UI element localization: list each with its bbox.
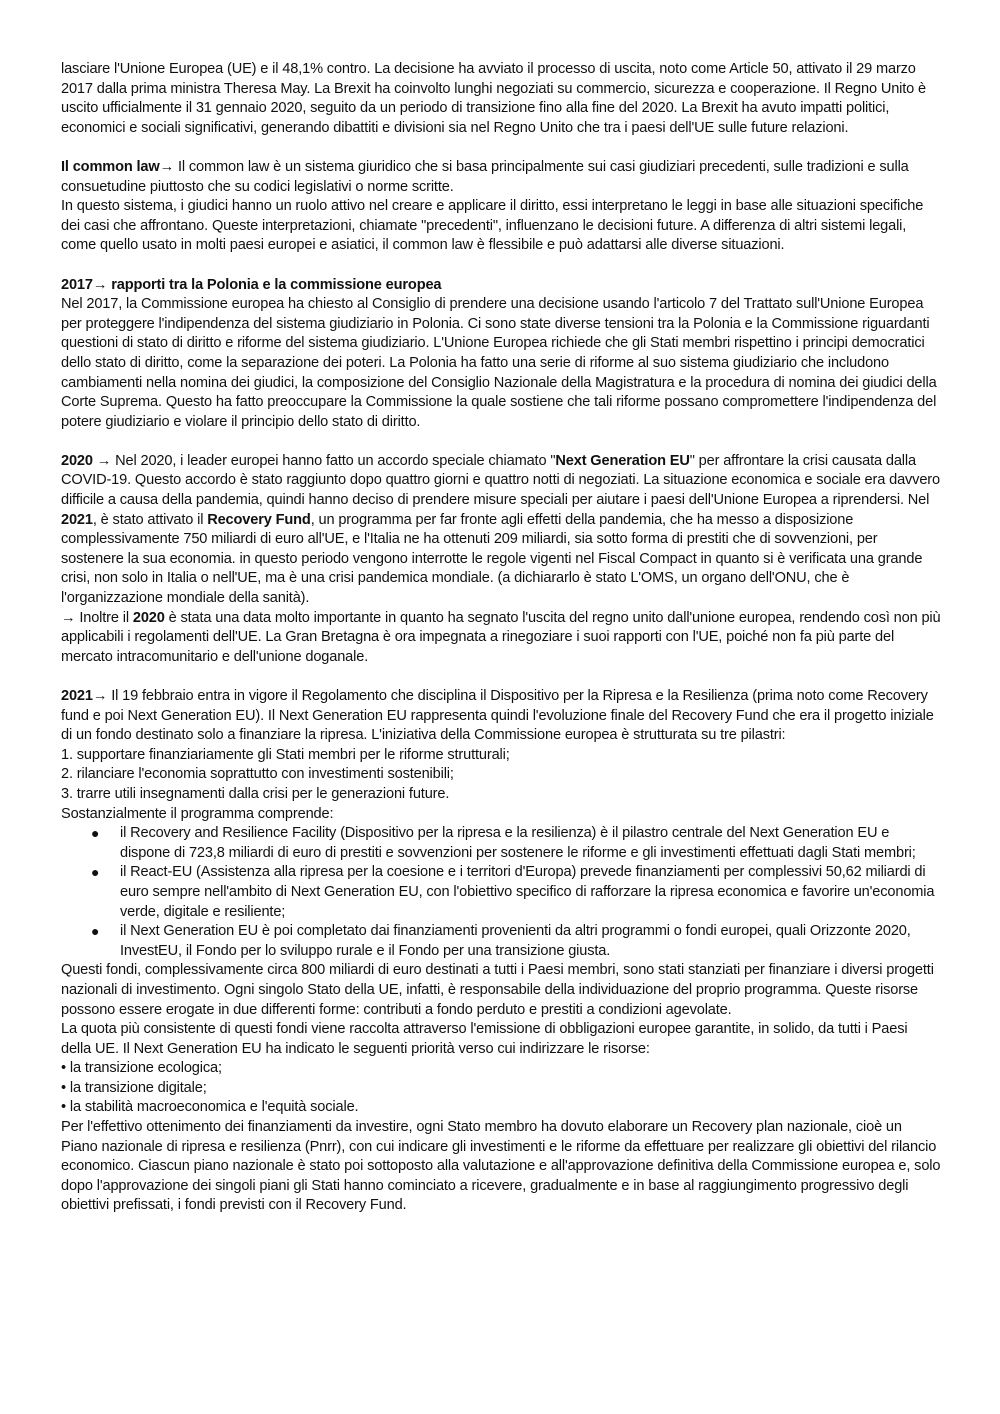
year-2021-label: 2021 bbox=[61, 688, 93, 704]
bullet-icon: ● bbox=[91, 864, 100, 881]
bullet-item bbox=[61, 863, 941, 922]
recovery-fund-label: Recovery Fund bbox=[207, 511, 311, 528]
priority-item: • la stabilità macroeconomica e l'equità sociale. bbox=[61, 1099, 359, 1116]
common-law-paragraph-2: In questo sistema, i giudici hanno un ruolo attivo nel creare e applicare il diritto, essi interpretano le leggi in base alle situazioni specifiche dei casi che affrontano. Queste interpretazioni, chiamate "precedenti", influenzano le decisioni future. A differenza di altri sistemi legali, come quello usato in molti paesi europei e asiatici, il common law è flessibile e può adattarsi alle diverse situazioni. bbox=[61, 198, 924, 254]
polonia-paragraph: Nel 2017, la Commissione europea ha chiesto al Consiglio di prendere una decisione usando l'articolo 7 del Trattato sull'Unione Europea per proteggere l'indipendenza del sistema giudiziario in Polonia. Ci sono state diverse tensioni tra la Polonia e la Commissione riguardanti questioni di stato di diritto e riforme del sistema giudiziario. L'Unione Europea richiede che gli Stati membri rispettino i principi democratici dello stato di diritto, come la separazione dei poteri. La Polonia ha fatto una serie di riforme al suo sistema giudiziario che includono cambiamenti nella nomina dei giudici, la composizione del Consiglio Nazionale della Magistratura e la procedura di nomina dei giudici della Corte Suprema. Questo ha fatto preoccupare la Commissione la quale sostiene che tali riforme possano compromettere l'indipendenza del potere giudiziario e violare il principio dello stato di diritto. bbox=[61, 296, 937, 430]
brexit-2020-paragraph bbox=[61, 609, 941, 668]
text-span: è stata una data molto importante in quanto ha segnato l'uscita del regno unito dall'unione europea, rendendo così non più applicabili i regolamenti dell'UE. La Gran Bretagna è ora impegnata a rinegoziare i suoi rapporti con l'UE, poiché non fa più parte del mercato intracomunitario e dell'unione doganale. bbox=[61, 609, 941, 665]
pillar-item: 1. supportare finanziariamente gli Stati membri per le riforme strutturali; bbox=[61, 746, 510, 763]
text-span: " per affrontare la crisi causata dalla COVID-19. Questo accordo è stato raggiunto dopo quattro giorni e quattro notti di negoziati. La situazione economica e sociale era davvero difficile a causa della pandemia, quindi hanno deciso di prendere misure speciali per aiutare i paesi dell'Unione Europea a riprendersi. Nel bbox=[61, 452, 940, 509]
brexit-paragraph: lasciare l'Unione Europea (UE) e il 48,1% contro. La decisione ha avviato il processo di uscita, noto come Article 50, attivato il 29 marzo 2017 dalla prima ministra Theresa May. La Brexit ha coinvolto lunghi negoziati su commercio, sicurezza e cooperazione. Il Regno Unito è uscito ufficialmente il 31 gennaio 2020, seguito da un periodo di transizione fino alla fine del 2020. La Brexit ha avuto impatti politici, economici e sociali significativi, generando dibattiti e divisioni sia nel Regno Unito che tra i paesi dell'UE sulle future relazioni. bbox=[61, 61, 927, 136]
section-2021-paragraph bbox=[61, 687, 941, 746]
year-2021-inline: 2021 bbox=[61, 511, 93, 528]
spacer bbox=[61, 432, 941, 452]
spacer bbox=[61, 138, 941, 158]
ngeu-label: Next Generation EU bbox=[555, 452, 690, 469]
pnrr-paragraph: Per l'effettivo ottenimento dei finanziamenti da investire, ogni Stato membro ha dovuto elaborare un Recovery plan nazionale, cioè un Piano nazionale di ripresa e resilienza (Pnrr), con cui indicare gli investimenti e le riforme da effettuare per realizzare gli obiettivi del rilancio economico. Ciascun piano nazionale è stato poi sottoposto alla valutazione e all'approvazione definitiva della Commissione europea e, solo dopo l'approvazione dei singoli piani gli Stati hanno cominciato a ricevere, gradualmente e in base al raggiungimento progressivo degli obiettivi prefissati, i fondi previsti con il Recovery Fund. bbox=[61, 1119, 941, 1214]
bullet-icon: ● bbox=[91, 923, 100, 940]
bullet-text: il React-EU (Assistenza alla ripresa per la coesione e i territori d'Europa) prevede finanziamenti per complessivi 50,62 miliardi di euro sempre nell'ambito di Next Generation EU, con l'obiettivo specifico di rafforzare la ripresa economica e favorire un'economia verde, digitale e resiliente; bbox=[120, 864, 935, 920]
bullet-item bbox=[61, 922, 941, 961]
pillar-item: 2. rilanciare l'economia soprattutto con investimenti sostenibili; bbox=[61, 766, 454, 783]
bullet-item bbox=[61, 824, 941, 863]
polonia-heading-text: 2017→ rapporti tra la Polonia e la commissione europea bbox=[61, 276, 442, 293]
pillar-item: 3. trarre utili insegnamenti dalla crisi per le generazioni future. bbox=[61, 785, 450, 802]
text-span: , è stato attivato il bbox=[92, 511, 208, 528]
document-page bbox=[61, 60, 941, 1216]
polonia-heading bbox=[61, 276, 941, 296]
text-span: → Inoltre il bbox=[61, 609, 133, 626]
funds-paragraph: Questi fondi, complessivamente circa 800 miliardi di euro destinati a tutti i Paesi membri, sono stati stanziati per finanziare i diversi progetti nazionali di investimento. Ogni singolo Stato della UE, infatti, è responsabile della individuazione del proprio programma. Queste risorse possono essere erogate in due differenti forme: contributi a fondo perduto e prestiti a condizioni agevolate. bbox=[61, 962, 934, 1018]
bullet-text: il Next Generation EU è poi completato dai finanziamenti provenienti da altri programmi o fondi europei, quali Orizzonte 2020, InvestEU, il Fondo per lo sviluppo rurale e il Fondo per una transizione giusta. bbox=[120, 923, 911, 959]
bullet-icon: ● bbox=[91, 825, 100, 842]
year-2020-label: 2020 bbox=[61, 452, 93, 469]
text-span: , un programma per far fronte agli effetti della pandemia, che ha messo a disposizione complessivamente 750 miliardi di euro all'UE, e l'Italia ne ha ottenuti 209 miliardi, sia sotto forma di prestiti che di sovvenzioni, per sostenere la sua economia. in questo periodo vengono interrotte le regole vigenti nel Fiscal Compact in quanto si è verificata una grande crisi, non solo in Italia o nell'UE, ma è una crisi pandemica mondiale. (a dichiararlo è stato L'OMS, un organo dell'ONU, che è l'organizzazione mondiale della sanità). bbox=[61, 511, 923, 607]
bonds-paragraph: La quota più consistente di questi fondi viene raccolta attraverso l'emissione di obbligazioni europee garantite, in solido, da tutti i Paesi della UE. Il Next Generation EU ha indicato le seguenti priorità verso cui indirizzare le risorse: bbox=[61, 1021, 908, 1057]
spacer bbox=[61, 667, 941, 687]
bullet-text: il Recovery and Resilience Facility (Dispositivo per la ripresa e la resilienza) è il pilastro centrale del Next Generation EU e dispone di 723,8 miliardi di euro di prestiti e sovvenzioni per sostenere le riforme e gli investimenti effettuati dagli Stati membri; bbox=[120, 825, 916, 861]
text-span: → Il 19 febbraio entra in vigore il Regolamento che disciplina il Dispositivo per la Ripresa e la Resilienza (prima noto come Recovery fund e poi Next Generation EU). Il Next Generation EU rappresenta quindi l'evoluzione finale del Recovery Fund che era il progetto iniziale di un fondo destinato solo a finanziare la ripresa. L'iniziativa della Commissione europea è strutturata su tre pilastri: bbox=[61, 688, 934, 744]
common-law-heading: Il common law→ bbox=[61, 158, 175, 175]
text-span: → Nel 2020, i leader europei hanno fatto un accordo speciale chiamato " bbox=[92, 452, 556, 469]
spacer bbox=[61, 256, 941, 276]
common-law-text: Il common law è un sistema giuridico che si basa principalmente sui casi giudiziari precedenti, sulle tradizioni e sulla consuetudine piuttosto che su codici legislativi o norme scritte. bbox=[61, 158, 909, 195]
priority-item: • la transizione digitale; bbox=[61, 1079, 207, 1096]
common-law-paragraph bbox=[61, 158, 941, 197]
list-intro: Sostanzialmente il programma comprende: bbox=[61, 805, 334, 822]
priority-item: • la transizione ecologica; bbox=[61, 1060, 222, 1077]
year-2020-inline: 2020 bbox=[132, 609, 165, 626]
section-2020-paragraph bbox=[61, 452, 941, 609]
